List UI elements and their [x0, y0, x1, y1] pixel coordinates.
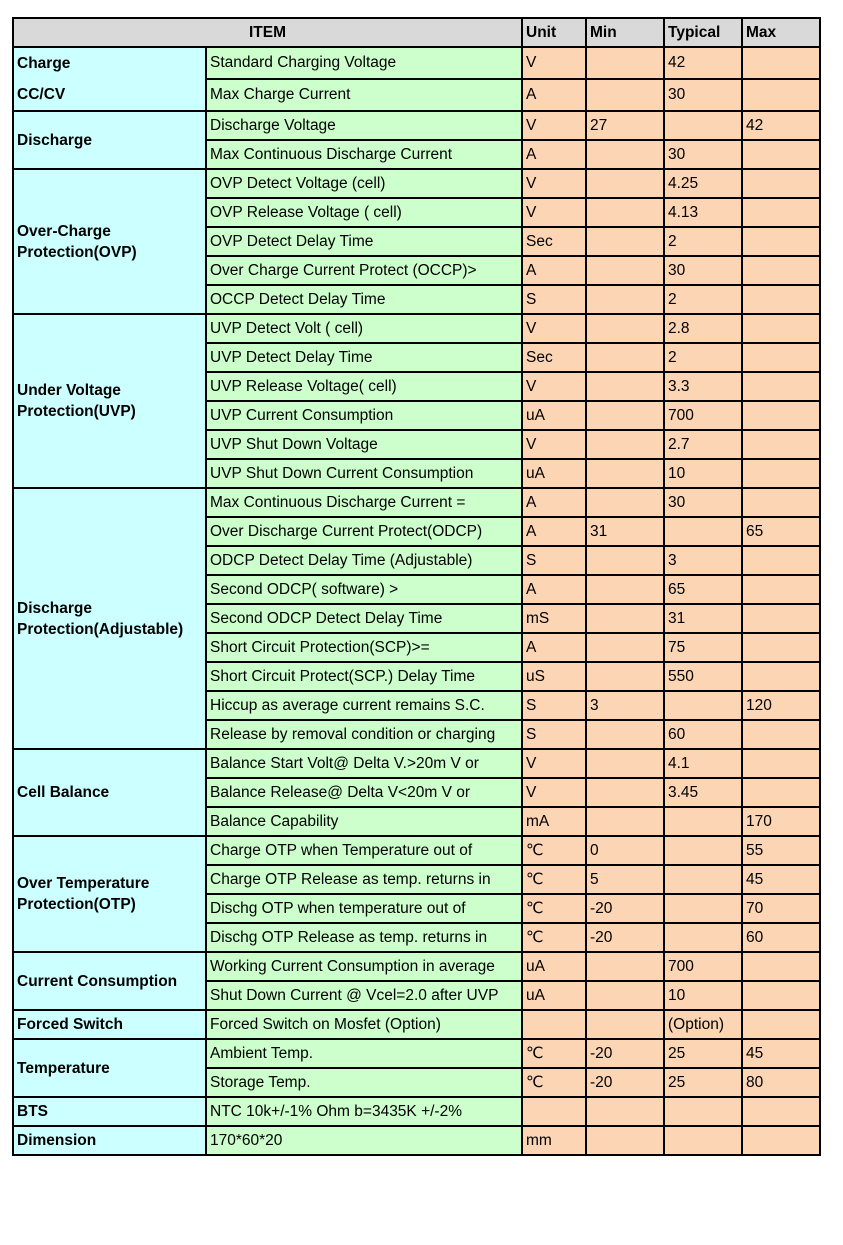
typical-cell [664, 807, 742, 836]
min-cell [586, 1097, 664, 1126]
typical-cell: 2 [664, 343, 742, 372]
max-cell [742, 401, 820, 430]
max-cell [742, 633, 820, 662]
unit-cell: A [522, 79, 586, 111]
header-row [13, 18, 820, 47]
unit-cell: uS [522, 662, 586, 691]
category-label: Under Voltage [17, 382, 121, 399]
min-cell [586, 633, 664, 662]
unit-cell: V [522, 430, 586, 459]
category-label: BTS [17, 1103, 48, 1120]
min-cell: 27 [586, 111, 664, 140]
param-cell: Dischg OTP Release as temp. returns in [206, 923, 522, 952]
max-cell [742, 169, 820, 198]
unit-cell: V [522, 749, 586, 778]
typical-cell: 2 [664, 227, 742, 256]
min-cell: -20 [586, 923, 664, 952]
unit-cell: A [522, 256, 586, 285]
min-cell: 0 [586, 836, 664, 865]
unit-cell: S [522, 720, 586, 749]
unit-cell: ℃ [522, 1068, 586, 1097]
typical-cell: 3 [664, 546, 742, 575]
param-cell: Balance Start Volt@ Delta V.>20m V or [206, 749, 522, 778]
unit-cell: uA [522, 952, 586, 981]
min-cell [586, 256, 664, 285]
typical-cell [664, 923, 742, 952]
param-cell: Max Continuous Discharge Current [206, 140, 522, 169]
table-row [13, 836, 820, 865]
spec-body [13, 47, 820, 1155]
max-cell: 170 [742, 807, 820, 836]
param-cell: UVP Current Consumption [206, 401, 522, 430]
param-cell: Balance Capability [206, 807, 522, 836]
param-cell: OVP Detect Delay Time [206, 227, 522, 256]
header-item: ITEM [13, 18, 522, 47]
unit-cell: S [522, 546, 586, 575]
param-cell: Second ODCP Detect Delay Time [206, 604, 522, 633]
category-cell [13, 1097, 206, 1126]
typical-cell: 25 [664, 1039, 742, 1068]
typical-cell: 10 [664, 459, 742, 488]
min-cell [586, 807, 664, 836]
min-cell [586, 169, 664, 198]
max-cell [742, 981, 820, 1010]
max-cell [742, 79, 820, 111]
min-cell [586, 430, 664, 459]
min-cell [586, 952, 664, 981]
category-cell [13, 169, 206, 314]
table-row [13, 1010, 820, 1039]
min-cell [586, 981, 664, 1010]
unit-cell: mm [522, 1126, 586, 1155]
max-cell [742, 285, 820, 314]
category-cell [13, 836, 206, 952]
max-cell [742, 546, 820, 575]
unit-cell [522, 1010, 586, 1039]
max-cell [742, 140, 820, 169]
typical-cell: 700 [664, 401, 742, 430]
typical-cell [664, 691, 742, 720]
min-cell: 3 [586, 691, 664, 720]
typical-cell [664, 865, 742, 894]
param-cell: UVP Release Voltage( cell) [206, 372, 522, 401]
table-row [13, 749, 820, 778]
min-cell [586, 47, 664, 79]
param-cell: UVP Detect Volt ( cell) [206, 314, 522, 343]
typical-cell: 60 [664, 720, 742, 749]
header-unit: Unit [522, 18, 586, 47]
unit-cell: ℃ [522, 865, 586, 894]
typical-cell: 2.7 [664, 430, 742, 459]
param-cell: Standard Charging Voltage [206, 47, 522, 79]
typical-cell [664, 1126, 742, 1155]
min-cell [586, 778, 664, 807]
max-cell: 45 [742, 865, 820, 894]
typical-cell [664, 111, 742, 140]
max-cell: 55 [742, 836, 820, 865]
min-cell [586, 1010, 664, 1039]
min-cell [586, 79, 664, 111]
unit-cell: V [522, 169, 586, 198]
category-label: Charge [17, 55, 71, 72]
unit-cell: V [522, 198, 586, 227]
category-label: Protection(OVP) [17, 243, 137, 261]
min-cell [586, 140, 664, 169]
param-cell: Forced Switch on Mosfet (Option) [206, 1010, 522, 1039]
category-label: Dimension [17, 1132, 97, 1149]
param-cell: ODCP Detect Delay Time (Adjustable) [206, 546, 522, 575]
min-cell [586, 198, 664, 227]
param-cell: Dischg OTP when temperature out of [206, 894, 522, 923]
min-cell: 31 [586, 517, 664, 546]
unit-cell: Sec [522, 227, 586, 256]
typical-cell [664, 836, 742, 865]
typical-cell: 4.1 [664, 749, 742, 778]
max-cell: 65 [742, 517, 820, 546]
header-min: Min [586, 18, 664, 47]
min-cell [586, 662, 664, 691]
min-cell: 5 [586, 865, 664, 894]
unit-cell: ℃ [522, 1039, 586, 1068]
max-cell: 80 [742, 1068, 820, 1097]
typical-cell: 31 [664, 604, 742, 633]
max-cell [742, 575, 820, 604]
unit-cell: A [522, 140, 586, 169]
typical-cell: 25 [664, 1068, 742, 1097]
spec-table [12, 17, 821, 1156]
param-cell: Storage Temp. [206, 1068, 522, 1097]
typical-cell: 30 [664, 488, 742, 517]
min-cell [586, 401, 664, 430]
unit-cell: uA [522, 981, 586, 1010]
typical-cell: 700 [664, 952, 742, 981]
typical-cell [664, 1097, 742, 1126]
min-cell [586, 749, 664, 778]
typical-cell: 3.3 [664, 372, 742, 401]
param-cell: Ambient Temp. [206, 1039, 522, 1068]
table-row [13, 1097, 820, 1126]
max-cell [742, 256, 820, 285]
typical-cell: 10 [664, 981, 742, 1010]
max-cell: 42 [742, 111, 820, 140]
max-cell [742, 314, 820, 343]
unit-cell: V [522, 47, 586, 79]
typical-cell: 30 [664, 79, 742, 111]
param-cell: UVP Shut Down Voltage [206, 430, 522, 459]
table-row [13, 169, 820, 198]
typical-cell: 2.8 [664, 314, 742, 343]
table-row [13, 314, 820, 343]
typical-cell: 2 [664, 285, 742, 314]
category-label: CC/CV [17, 86, 66, 103]
max-cell: 60 [742, 923, 820, 952]
param-cell: Release by removal condition or charging [206, 720, 522, 749]
max-cell [742, 198, 820, 227]
unit-cell: Sec [522, 343, 586, 372]
table-row [13, 111, 820, 140]
unit-cell: A [522, 575, 586, 604]
unit-cell: mA [522, 807, 586, 836]
min-cell [586, 604, 664, 633]
min-cell [586, 720, 664, 749]
category-label: Protection(UVP) [17, 403, 136, 420]
category-label: Temperature [17, 1059, 110, 1077]
max-cell [742, 488, 820, 517]
category-cell [13, 1126, 206, 1155]
max-cell [742, 778, 820, 807]
unit-cell: V [522, 778, 586, 807]
unit-cell: ℃ [522, 894, 586, 923]
min-cell [586, 488, 664, 517]
unit-cell: V [522, 372, 586, 401]
min-cell: -20 [586, 894, 664, 923]
param-cell: Short Circuit Protection(SCP)>= [206, 633, 522, 662]
unit-cell: A [522, 633, 586, 662]
category-label: Over Temperature [17, 875, 150, 892]
param-cell: UVP Detect Delay Time [206, 343, 522, 372]
typical-cell: 30 [664, 256, 742, 285]
param-cell: Hiccup as average current remains S.C. [206, 691, 522, 720]
table-row [13, 952, 820, 981]
unit-cell: uA [522, 459, 586, 488]
param-cell: OVP Detect Voltage (cell) [206, 169, 522, 198]
param-cell: Working Current Consumption in average [206, 952, 522, 981]
min-cell: -20 [586, 1039, 664, 1068]
unit-cell [522, 1097, 586, 1126]
table-row [13, 47, 820, 79]
max-cell [742, 47, 820, 79]
category-label: Discharge [17, 131, 92, 149]
typical-cell [664, 517, 742, 546]
unit-cell: ℃ [522, 923, 586, 952]
max-cell [742, 604, 820, 633]
min-cell [586, 459, 664, 488]
typical-cell: 30 [664, 140, 742, 169]
category-cell [13, 1039, 206, 1097]
param-cell: Over Charge Current Protect (OCCP)> [206, 256, 522, 285]
table-row [13, 1126, 820, 1155]
min-cell [586, 285, 664, 314]
typical-cell: 4.13 [664, 198, 742, 227]
max-cell [742, 459, 820, 488]
max-cell: 45 [742, 1039, 820, 1068]
typical-cell: 42 [664, 47, 742, 79]
header-typical: Typical [664, 18, 742, 47]
max-cell [742, 227, 820, 256]
category-cell [13, 488, 206, 749]
max-cell [742, 1010, 820, 1039]
param-cell: Max Continuous Discharge Current = [206, 488, 522, 517]
max-cell [742, 1097, 820, 1126]
typical-cell: (Option) [664, 1010, 742, 1039]
param-cell: UVP Shut Down Current Consumption [206, 459, 522, 488]
category-cell [13, 314, 206, 488]
max-cell [742, 343, 820, 372]
max-cell [742, 430, 820, 459]
unit-cell: S [522, 691, 586, 720]
table-row [13, 488, 820, 517]
param-cell: 170*60*20 [206, 1126, 522, 1155]
param-cell: Shut Down Current @ Vcel=2.0 after UVP [206, 981, 522, 1010]
category-label: Current Consumption [17, 972, 178, 990]
min-cell [586, 343, 664, 372]
unit-cell: V [522, 314, 586, 343]
unit-cell: uA [522, 401, 586, 430]
min-cell [586, 372, 664, 401]
typical-cell: 550 [664, 662, 742, 691]
min-cell [586, 227, 664, 256]
param-cell: Charge OTP when Temperature out of [206, 836, 522, 865]
category-cell [13, 1010, 206, 1039]
param-cell: Discharge Voltage [206, 111, 522, 140]
table-row [13, 1039, 820, 1068]
param-cell: Max Charge Current [206, 79, 522, 111]
category-cell [13, 749, 206, 836]
category-label: Cell Balance [17, 784, 110, 801]
typical-cell: 3.45 [664, 778, 742, 807]
typical-cell: 65 [664, 575, 742, 604]
category-label: Forced Switch [17, 1016, 123, 1033]
param-cell: Charge OTP Release as temp. returns in [206, 865, 522, 894]
min-cell [586, 314, 664, 343]
category-label: Over-Charge [17, 222, 111, 240]
min-cell [586, 575, 664, 604]
param-cell: Short Circuit Protect(SCP.) Delay Time [206, 662, 522, 691]
max-cell: 70 [742, 894, 820, 923]
unit-cell: A [522, 517, 586, 546]
unit-cell: A [522, 488, 586, 517]
unit-cell: mS [522, 604, 586, 633]
max-cell: 120 [742, 691, 820, 720]
category-label: Discharge [17, 599, 92, 617]
category-cell [13, 952, 206, 1010]
category-cell [13, 111, 206, 169]
header-max: Max [742, 18, 820, 47]
category-label: Protection(Adjustable) [17, 620, 184, 638]
typical-cell: 75 [664, 633, 742, 662]
max-cell [742, 720, 820, 749]
max-cell [742, 952, 820, 981]
param-cell: OVP Release Voltage ( cell) [206, 198, 522, 227]
param-cell: NTC 10k+/-1% Ohm b=3435K +/-2% [206, 1097, 522, 1126]
category-label: Protection(OTP) [17, 896, 136, 913]
category-cell [13, 47, 206, 111]
unit-cell: ℃ [522, 836, 586, 865]
max-cell [742, 662, 820, 691]
max-cell [742, 749, 820, 778]
typical-cell [664, 894, 742, 923]
min-cell [586, 546, 664, 575]
param-cell: Over Discharge Current Protect(ODCP) [206, 517, 522, 546]
param-cell: Second ODCP( software) > [206, 575, 522, 604]
min-cell: -20 [586, 1068, 664, 1097]
max-cell [742, 372, 820, 401]
unit-cell: S [522, 285, 586, 314]
param-cell: OCCP Detect Delay Time [206, 285, 522, 314]
typical-cell: 4.25 [664, 169, 742, 198]
min-cell [586, 1126, 664, 1155]
unit-cell: V [522, 111, 586, 140]
param-cell: Balance Release@ Delta V<20m V or [206, 778, 522, 807]
max-cell [742, 1126, 820, 1155]
